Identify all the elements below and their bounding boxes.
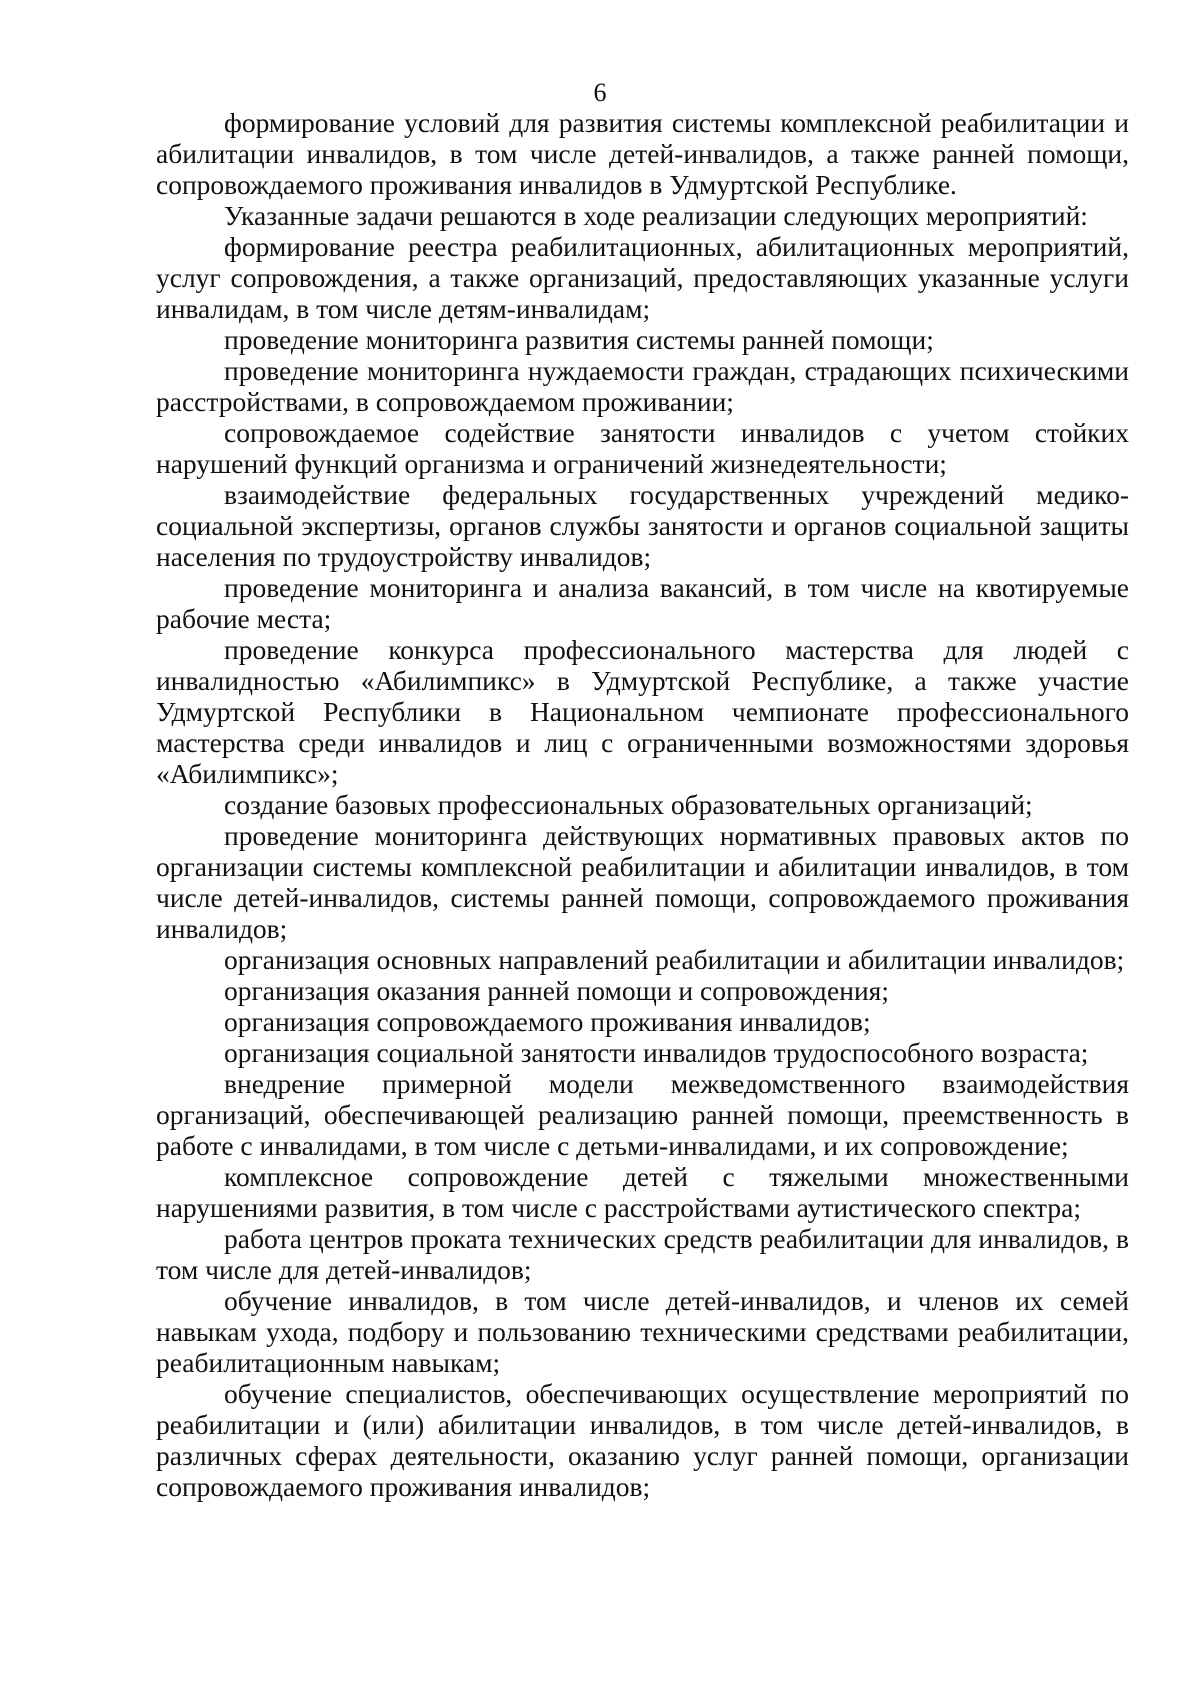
paragraph: Указанные задачи решаются в ходе реализации следующих мероприятий: — [224, 200, 1088, 231]
paragraph: проведение мониторинга нуждаемости граждан, страдающих психическими расстройствами, в сопровождаемом проживании; — [156, 355, 1129, 417]
paragraph: взаимодействие федеральных государственных учреждений медико-социальной экспертизы, органов службы занятости и органов социальной защиты населения по трудоустройству инвалидов; — [156, 479, 1129, 572]
paragraph: организация социальной занятости инвалидов трудоспособного возраста; — [224, 1037, 1089, 1068]
paragraph: проведение мониторинга действующих нормативных правовых актов по организации системы комплексной реабилитации и абилитации инвалидов, в том числе детей-инвалидов, системы ранней помощи, сопровождаемого проживания инвалидов; — [156, 820, 1129, 944]
paragraph: обучение специалистов, обеспечивающих осуществление мероприятий по реабилитации и (или) абилитации инвалидов, в том числе детей-инвалидов, в различных сферах деятельности, оказанию услуг ранней помощи, организации сопровождаемого проживания инвалидов; — [156, 1378, 1129, 1502]
paragraph: организация сопровождаемого проживания инвалидов; — [224, 1006, 871, 1037]
paragraph: организация оказания ранней помощи и сопровождения; — [224, 975, 889, 1006]
paragraph: формирование реестра реабилитационных, абилитационных мероприятий, услуг сопровождения, а также организаций, предоставляющих указанные услуги инвалидам, в том числе детям-инвалидам; — [156, 231, 1129, 324]
paragraph: сопровождаемое содействие занятости инвалидов с учетом стойких нарушений функций организма и ограничений жизнедеятельности; — [156, 417, 1129, 479]
paragraph: проведение конкурса профессионального мастерства для людей с инвалидностью «Абилимпикс» в Удмуртской Республике, а также участие Удмуртской Республики в Национальном чемпионате профессионального мастерства среди инвалидов и лиц с ограниченными возможностями здоровья «Абилимпикс»; — [156, 634, 1129, 789]
paragraph: организация основных направлений реабилитации и абилитации инвалидов; — [224, 944, 1125, 975]
paragraph: создание базовых профессиональных образовательных организаций; — [224, 789, 1033, 820]
document-body — [156, 107, 1129, 1502]
paragraph: проведение мониторинга и анализа вакансий, в том числе на квотируемые рабочие места; — [156, 572, 1129, 634]
page-number: 6 — [593, 78, 607, 107]
paragraph: работа центров проката технических средств реабилитации для инвалидов, в том числе для детей-инвалидов; — [156, 1223, 1129, 1285]
paragraph: комплексное сопровождение детей с тяжелыми множественными нарушениями развития, в том числе с расстройствами аутистического спектра; — [156, 1161, 1129, 1223]
paragraph: внедрение примерной модели межведомственного взаимодействия организаций, обеспечивающей реализацию ранней помощи, преемственность в работе с инвалидами, в том числе с детьми-инвалидами, и их сопровождение; — [156, 1068, 1129, 1161]
paragraph: проведение мониторинга развития системы ранней помощи; — [224, 324, 934, 355]
paragraph: формирование условий для развития системы комплексной реабилитации и абилитации инвалидов, в том числе детей-инвалидов, а также ранней помощи, сопровождаемого проживания инвалидов в Удмуртской Республике. — [156, 107, 1129, 200]
paragraph: обучение инвалидов, в том числе детей-инвалидов, и членов их семей навыкам ухода, подбору и пользованию техническими средствами реабилитации, реабилитационным навыкам; — [156, 1285, 1129, 1378]
